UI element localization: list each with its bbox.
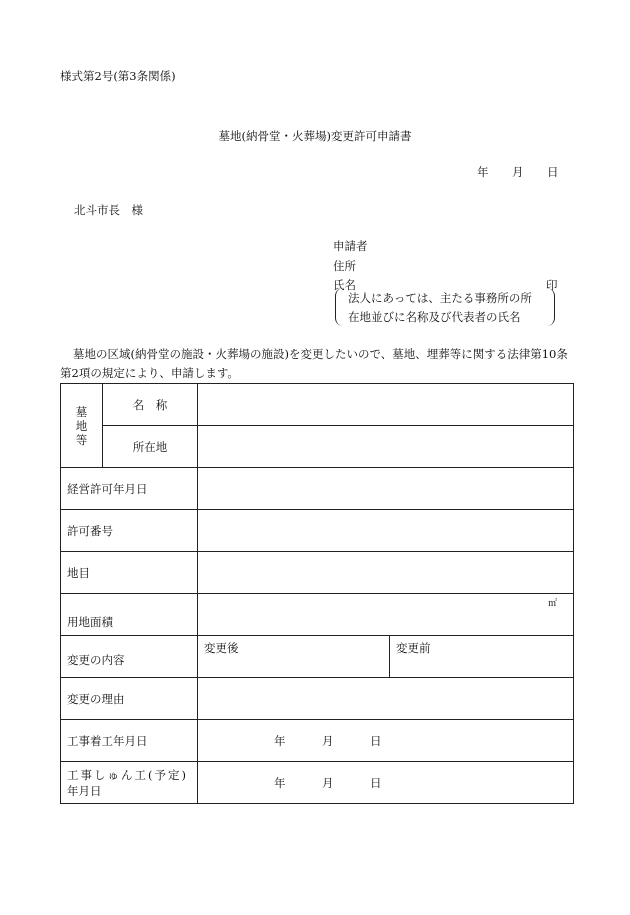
corporate-note-line1: 法人にあっては、主たる事務所の所 — [348, 291, 532, 305]
change-content-label: 変更の内容 — [61, 636, 198, 678]
land-category-field[interactable] — [198, 552, 574, 594]
square-meter-unit: ㎡ — [547, 599, 557, 609]
permit-date-field[interactable] — [198, 468, 574, 510]
form-number-label: 様式第2号(第3条関係) — [60, 69, 176, 83]
facility-location-field[interactable] — [198, 426, 574, 468]
site-area-field[interactable] — [198, 594, 574, 636]
applicant-name-label: 氏名 — [333, 278, 356, 292]
document-title: 墓地(納骨堂・火葬場)変更許可申請書 — [218, 129, 412, 143]
date-year-label: 年 — [477, 165, 489, 179]
start-month-label: 月 — [322, 733, 334, 748]
construction-start-label: 工事着工年月日 — [61, 720, 198, 762]
construction-start-field[interactable] — [198, 720, 574, 762]
date-day-label: 日 — [547, 165, 559, 179]
change-reason-field[interactable] — [198, 678, 574, 720]
addressee: 北斗市長 様 — [74, 203, 143, 217]
application-table — [60, 383, 574, 804]
completion-month-label: 月 — [322, 775, 334, 790]
seal-mark: 印 — [546, 278, 558, 292]
facility-name-label: 名 称 — [103, 384, 198, 426]
after-change-field[interactable] — [198, 636, 390, 678]
facility-name-field[interactable] — [198, 384, 574, 426]
completion-date-field[interactable] — [198, 762, 574, 804]
start-year-label: 年 — [274, 733, 286, 748]
completion-year-label: 年 — [274, 775, 286, 790]
site-area-label: 用地面積 — [61, 594, 198, 636]
facility-group-label: 墓 地 等 — [61, 384, 103, 468]
land-category-label: 地目 — [61, 552, 198, 594]
corporate-note-line2: 在地並びに名称及び代表者の氏名 — [348, 310, 521, 324]
date-month-label: 月 — [512, 165, 524, 179]
before-change-field[interactable] — [390, 636, 574, 678]
applicant-heading: 申請者 — [333, 239, 368, 253]
completion-day-label: 日 — [370, 775, 382, 790]
completion-date-label: 工事しゅん工(予定) 年月日 — [61, 762, 198, 804]
permit-date-label: 経営許可年月日 — [61, 468, 198, 510]
intro-paragraph: 墓地の区域(納骨堂の施設・火葬場の施設)を変更したいので、墓地、埋葬等に関する法律第10条第2項の規定により、申請します。 — [60, 347, 568, 380]
start-day-label: 日 — [370, 733, 382, 748]
corporate-note-bracket — [335, 288, 555, 326]
applicant-address-label: 住所 — [333, 259, 356, 273]
before-change-label: 変更前 — [396, 641, 431, 655]
permit-number-label: 許可番号 — [61, 510, 198, 552]
after-change-label: 変更後 — [204, 641, 239, 655]
facility-location-label: 所在地 — [103, 426, 198, 468]
change-reason-label: 変更の理由 — [61, 678, 198, 720]
permit-number-field[interactable] — [198, 510, 574, 552]
